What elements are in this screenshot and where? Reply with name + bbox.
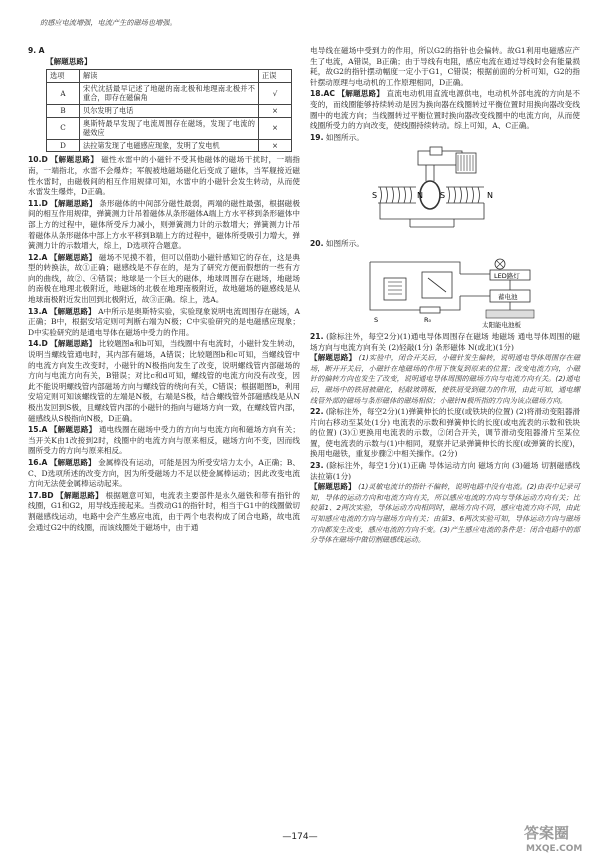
answer: A — [41, 457, 48, 467]
switch-arm-icon — [428, 278, 446, 292]
ring-magnet-icon — [420, 181, 440, 209]
question-21 — [310, 332, 580, 406]
question-16 — [28, 458, 300, 490]
page-number: —174— — [282, 832, 318, 842]
relay-coil-icon — [388, 282, 402, 294]
question-13 — [28, 307, 300, 339]
answer-text: (除标注外，每空2分)(1)通电导体周围存在磁场 地磁场 通电导体周围的磁场方向与电流方向有关 (2)轻敲(1分) 条形磁体 N(或北)(1分) — [310, 331, 580, 352]
solution-text: 电导线在磁场中受到力的作用，所以G2的指针也会偏转。故G1利用电磁感应产生了电流，A错误，B正确；由于导线有电阻，感应电流在通过导线时会有能量损耗，故G2的指针摆动幅度一定小于G1，C错误；根据前面的分析可知，G2的指针摆动原理与电动机的工作原理相同，D正确。 — [310, 46, 580, 87]
question-14 — [28, 339, 300, 424]
pole-label-s-right: S — [440, 191, 446, 201]
solution-tag: 【解题思路】 — [49, 252, 97, 262]
answer: D — [41, 339, 48, 349]
left-column — [28, 46, 300, 534]
options-table — [46, 69, 292, 152]
answer: AC — [323, 89, 335, 99]
question-number: 19. — [310, 132, 324, 142]
question-number: 14. — [28, 339, 42, 349]
question-number: 23. — [310, 461, 324, 471]
solution-tag: 【解题思路】 — [310, 353, 357, 363]
watermark-text: 答案圈 — [524, 824, 570, 842]
question-number: 10. — [28, 155, 42, 165]
solution-tag: 【解题思路】 — [49, 425, 97, 435]
pole-label-n-left: N — [417, 191, 423, 201]
answer-text: (除标注外，每空1分)(1)正确 导体运动方向 磁场方向 (3)磁场 切割磁感线 法拉第(1分) — [310, 461, 580, 481]
question-20 — [310, 239, 580, 330]
circuit-wire — [380, 203, 484, 219]
row-text: 法拉第发现了电磁感应现象，发明了发电机 — [80, 139, 259, 152]
question-number: 22. — [310, 407, 324, 417]
solution-tag: 【解题思路】 — [49, 306, 96, 316]
question-number: 16. — [28, 457, 42, 467]
question-number: 13. — [28, 306, 42, 316]
left-solenoid-icon — [378, 187, 416, 203]
question-text: 如图所示。 — [325, 132, 364, 142]
question-number: 12. — [28, 252, 42, 262]
right-column — [310, 46, 580, 547]
table-row — [47, 82, 292, 104]
answer: A — [41, 425, 48, 435]
row-mark: × — [259, 139, 292, 152]
question-17-continued — [310, 46, 580, 88]
solution-text: 磁场不见摸不着，但可以借助小磁针感知它的存在，这是典型的转换法，故①正确；磁感线是不存在的，是为了研究方便而假想的一些有方向的曲线，故②、④错误；地球是一个巨大的磁体，地球周围存在磁场，地磁场的南极在地理北极附近，地磁场的北极在地理南极附近，故地磁场的磁感线是从地球南极附近发出回到北极附近，故③正确。综上，选A。 — [28, 252, 300, 305]
pole-label-n-right: N — [487, 191, 493, 201]
row-option: A — [47, 82, 80, 104]
solution-text: (1)实验中，闭合开关后，小磁针发生偏转，说明通电导体周围存在磁场，断开开关后，小磁针在地磁场的作用下恢复到原来的位置；改变电流方向，小磁针的偏转方向也发生了改变，说明通电导体周围的磁场方向与电流方向有关。(2)通电后，磁场中的铁屑被磁化，轻敲玻璃板，使铁屑受到磁力的作用，由此可知，通电螺线管外部的磁场与条形磁体的磁场相似；小磁针N极所指的方向为该点磁场方向。 — [310, 353, 581, 405]
question-17 — [28, 491, 300, 533]
pole-label-s-left: S — [372, 191, 378, 201]
solution-tag: 【解题思路】 — [49, 457, 96, 467]
solution-text: 比较题图a和b可知，当线圈中有电流时，小磁针发生转动，说明当螺线管通电时，其内部有磁场，A错误；比较题图b和c可知，当螺线管中的电流方向发生改变时，小磁针的N极指向发生了改变，说明螺线管内部磁场的方向与电流方向有关，B错误；对比c和d可知，螺线管的电流方向没有改变，因此不能说明螺线管内部磁场方向与螺线管的绕向有关，C错误；根据题图b，利用安培定则可知该螺线管的左端是N极，右端是S极，结合螺线管外部磁感线是从N极出发回到S极，且螺线管内部的小磁针的指向与磁场方向一致，在螺线管内部，磁感线从S极指向N极，D正确。 — [28, 339, 301, 423]
answer-text: (除标注外，每空2分)(1)弹簧伸长的长度(或铁块的位置) (2)将滑动变阻器滑片向右移动至某处(1分) 电流表的示数和弹簧伸长的长度(或电流表的示数和铁块的位置) (3)①更换用电流表的示数，②闭合开关，调节滑动变阻器滑片至某位置，使电流表的示数与(1)中相同，观察并记录弹簧伸长的长度(或弹簧的长度)，换用电磁铁，重复步骤②中相关操作。(2分) — [310, 407, 581, 459]
question-19 — [310, 133, 580, 238]
row-option: D — [47, 139, 80, 152]
solar-led-circuit-diagram — [350, 252, 540, 330]
question-15 — [28, 425, 300, 457]
solution-text: 根据题意可知，电流表主要部件是永久磁铁和带有指针的线圈，G1和G2，用导线连接起来。当拨动G1的指针时，相当于G1中的线圈做切割磁感线运动，电路中会产生感应电流，由于两个电表构成了闭合电路，故电流会通过G2中的线圈，而该线圈处于磁场中，由于通 — [28, 490, 300, 532]
solution-tag: 【解题思路】 — [310, 482, 356, 492]
electromagnet-diagram — [370, 145, 510, 237]
question-text: 如图所示。 — [325, 239, 364, 249]
solution-text: 磁性水雷中的小磁针不受其他磁体的磁场干扰时，一端指南，一端指北，水雷不会爆炸；军舰被地磁场磁化后变成了磁体，当军舰接近磁性水雷时，由磁极间的相互作用规律可知，水雷中的小磁针会发生转动，从而使水雷发生爆炸，D正确。 — [28, 155, 301, 197]
solution-text: (1)灵敏电流计的指针不偏转，说明电路中没有电流。(2)由表中记录可知，导体的运动方向和电流方向有关，所以感应电流的方向与导体运动方向有关；比较第1、2两次实验，导体运动方向相同时，磁场方向不同，感应电流方向不同，由此可知感应电流的方向与磁场方向有关；由第3、6两次实验可知，导体运动方向与磁场方向都发生改变，感应电流的方向不变。(3)产生感应电流的条件是：闭合电路中的部分导体在磁场中做切割磁感线运动。 — [310, 482, 581, 545]
table-header-row — [47, 70, 292, 83]
solution-tag: 【解题思路】 — [46, 56, 92, 66]
battery-icon — [430, 147, 442, 155]
solution-text: A中所示是奥斯特实验，实验现象说明电流周围存在磁场，A正确；B中，根据安培定则可判断右端为N极；C中实验研究的是电磁感应现象；D中实验研究的是通电导体在磁场中受力的作用。 — [28, 306, 301, 337]
answer: D — [41, 155, 48, 165]
header-option: 选项 — [47, 70, 80, 83]
answer: A — [41, 306, 48, 316]
solar-label: 太阳能电池板 — [482, 320, 521, 329]
question-11 — [28, 199, 300, 252]
battery-label: 蓄电池 — [498, 292, 518, 301]
solution-tag: 【解题思路】 — [56, 490, 103, 500]
question-9 — [28, 46, 300, 152]
question-10 — [28, 155, 300, 197]
relay-icon — [384, 278, 406, 300]
question-number: 18. — [310, 89, 324, 99]
solution-tag: 【解题思路】 — [337, 89, 384, 99]
row-mark: √ — [259, 82, 292, 104]
table-row — [47, 117, 292, 139]
led-label: LED路灯 — [494, 271, 520, 280]
solution-tag: 【解题思路】 — [50, 198, 97, 208]
resistor-label: R₀ — [424, 315, 432, 324]
solution-text: 直流电动机用直流电源供电，电动机外部电流的方向是不变的，而线圈能够持续转动是因为换向器在线圈转过平衡位置时用换向器改变线圈中的电流方向；当线圈转过平衡位置时换向器改变线圈中的电流方向，从而使线圈所受力的方向改变，使线圈持续转动。综上可知，A、C正确。 — [310, 89, 581, 131]
solution-text: 条形磁体的中间部分磁性最弱，两端的磁性最强，根据磁极间的相互作用规律，弹簧测力计吊着磁体从条形磁体A端上方水平移到条形磁体中部上方的过程中，磁体所受斥力减小，则弹簧测力计的示数增大；弹簧测力计吊着磁体从条形磁体中部上方水平移到B端上方的过程中，磁体所受吸引力增大，弹簧测力计的示数增大，综上，D选项符合题意。 — [28, 198, 300, 251]
question-22 — [310, 407, 580, 460]
question-23 — [310, 461, 580, 546]
watermark-url: MXQE.COM — [526, 844, 583, 854]
table-row — [47, 139, 292, 152]
row-text: 宋代沈括最早记述了地磁的南北极和地理南北极并不重合，即存在磁偏角 — [80, 82, 259, 104]
question-number: 20. — [310, 239, 324, 249]
answer: BD — [41, 490, 54, 500]
question-number: 21. — [310, 331, 324, 341]
watermark-logo — [522, 820, 592, 854]
header-correctness: 正误 — [259, 70, 292, 83]
row-option: B — [47, 104, 80, 117]
switch-label: S — [374, 315, 379, 324]
question-number: 17. — [28, 490, 42, 500]
row-option: C — [47, 117, 80, 139]
resistor-icon — [420, 307, 440, 313]
right-solenoid-icon — [446, 187, 484, 203]
question-12 — [28, 253, 300, 306]
header-explanation: 解读 — [80, 70, 259, 83]
row-mark: × — [259, 104, 292, 117]
table-row — [47, 104, 292, 117]
answer: A — [38, 46, 45, 55]
top-line: 的感应电流增强，电流产生的磁场也增强。 — [40, 18, 177, 27]
row-mark: × — [259, 117, 292, 139]
question-18 — [310, 89, 580, 131]
question-number: 15. — [28, 425, 42, 435]
row-text: 贝尔发明了电话 — [80, 104, 259, 117]
solution-text: 金属棒没有运动，可能是因为所受安培力太小，A正确；B、C、D选项所述的改变方向，因为所受磁场力不足以使金属棒运动；因此改变电流方向无法使金属棒运动起来。 — [28, 457, 301, 489]
question-number: 9. — [28, 46, 37, 55]
question-number: 11. — [28, 198, 42, 208]
answer: A — [41, 252, 48, 262]
row-text: 奥斯特最早发现了电流周围存在磁场，发现了电流的磁效应 — [80, 117, 259, 139]
answer: D — [41, 198, 48, 208]
solar-panel-icon — [486, 310, 534, 318]
solution-text: 通电线圈在磁场中受力的方向与电流方向和磁场方向有关；当开关K由1改接到2时，线圈中的电流方向与原来相反，磁场方向不变，因而线圈所受力的方向与原来相反。 — [28, 425, 300, 456]
solution-tag: 【解题思路】 — [50, 339, 97, 349]
solution-tag: 【解题思路】 — [50, 155, 99, 165]
